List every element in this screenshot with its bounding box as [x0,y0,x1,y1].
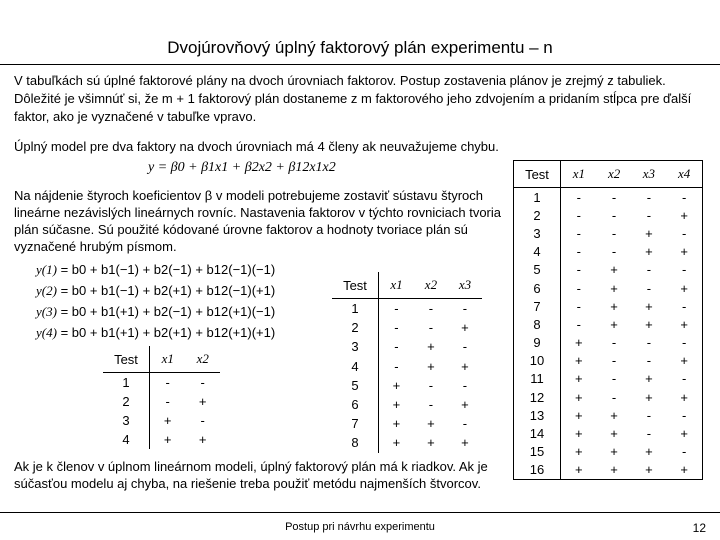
factor-column-header: x2 [185,346,220,373]
table-header-row [514,161,703,188]
factor-level-cell: - [394,358,399,374]
table-row [514,243,703,261]
table-row [514,406,703,424]
factor-level-cell: - [165,394,170,409]
page-number: 12 [692,521,706,535]
test-number-cell: 4 [514,243,561,261]
factor-level-cell: + [610,262,618,278]
factor-level-cell: - [462,416,468,432]
table-row [514,370,703,388]
factor-level-cell: + [427,416,435,432]
factor-level-cell: + [680,207,688,223]
table-row [332,376,482,395]
factor-level-cell: + [680,244,688,260]
test-number-cell: 14 [514,424,561,442]
table-row [514,224,703,242]
table-row [332,395,482,414]
factor-level-cell: + [575,426,583,442]
factor-level-cell: + [392,397,401,413]
factor-level-cell: + [610,280,618,296]
factor-level-cell: - [428,301,434,317]
factor-level-cell: - [576,189,582,205]
four-factor-plan-table [513,160,703,480]
factor-column-header: x1 [150,346,186,373]
page-title: Dvojúrovňový úplný faktorový plán experimentu – n [167,38,553,57]
equation-row [36,304,275,320]
test-number-cell: 5 [332,376,379,395]
test-number-cell: 6 [514,279,561,297]
factor-level-cell: + [427,435,435,451]
equation-rhs: = b0 + b1(−1) + b2(+1) + b12(−1)(+1) [60,283,276,298]
factor-level-cell: + [645,444,653,460]
factor-level-cell: - [576,207,582,223]
factor-level-cell: + [645,462,653,478]
test-number-cell: 6 [332,395,379,414]
table-header-row [103,346,220,373]
factor-level-cell: + [680,353,688,369]
factor-level-cell: + [461,320,469,336]
footer-divider [0,512,720,513]
factor-level-cell: - [681,371,687,387]
table-row [332,299,482,319]
factor-level-cell: - [611,335,617,351]
table-row [514,188,703,207]
table-row [103,392,220,411]
test-column-header: Test [332,272,379,299]
factor-level-cell: + [610,298,618,314]
table-row [514,352,703,370]
factor-level-cell: + [610,462,618,478]
factor-level-cell: - [646,189,652,205]
factor-level-cell: - [428,377,434,393]
factor-level-cell: - [681,298,687,314]
table-row [514,334,703,352]
equation-rhs: = b0 + b1(+1) + b2(−1) + b12(+1)(−1) [60,304,276,319]
factor-level-cell: + [461,435,469,451]
equation-rhs: = b0 + b1(+1) + b2(+1) + b12(+1)(+1) [60,325,276,340]
factor-level-cell: - [646,207,652,223]
test-number-cell: 7 [514,297,561,315]
table-row [514,461,703,480]
factor-level-cell: - [646,335,652,351]
factor-level-cell: + [392,416,401,432]
equation-rhs: = b0 + b1(−1) + b2(−1) + b12(−1)(−1) [60,262,276,277]
test-number-cell: 4 [103,430,150,449]
test-number-cell: 5 [514,261,561,279]
factor-level-cell: + [575,335,583,351]
test-number-cell: 16 [514,461,561,480]
factor-level-cell: - [576,280,582,296]
factor-level-cell: + [610,426,618,442]
factor-level-cell: + [645,244,653,260]
factor-level-cell: + [198,432,207,447]
factor-level-cell: - [462,339,468,355]
test-number-cell: 3 [332,337,379,356]
test-number-cell: 1 [514,188,561,207]
factor-level-cell: + [575,462,583,478]
test-number-cell: 4 [332,357,379,376]
table-header-row [332,272,482,299]
test-number-cell: 2 [332,318,379,337]
table-row [514,424,703,442]
factor-column-header: x2 [414,272,448,299]
factor-level-cell: - [646,407,652,423]
factor-level-cell: + [645,371,653,387]
factor-level-cell: - [576,316,582,332]
table-row [514,206,703,224]
test-column-header: Test [103,346,150,373]
factor-level-cell: - [611,371,617,387]
factor-level-cell: + [198,394,207,409]
factor-level-cell: - [646,262,652,278]
factor-level-cell: + [645,225,653,241]
intro-paragraph: V tabuľkách sú úplné faktorové plány na dvoch úrovniach faktorov. Postup zostavenia plánov je zrejmý z tabuliek. Dôležité je všimnúť si, že m + 1 faktorový plán dostaneme z m faktorového jeho zdvojením a pridaním stĺpca pre ďalší faktor, ako je vyznačené v tabuľke vpravo. [14,73,692,124]
test-number-cell: 8 [514,315,561,333]
test-number-cell: 1 [103,373,150,393]
table-row [514,279,703,297]
factor-level-cell: - [394,339,399,355]
table-row [514,443,703,461]
table-row [103,373,220,393]
equation-lhs: y(4) [36,325,57,340]
equation-lhs: y(2) [36,283,57,298]
factor-level-cell: + [645,389,653,405]
equation-row [36,283,275,299]
test-number-cell: 12 [514,388,561,406]
table-row [332,433,482,452]
footer-text: Postup pri návrhu experimentu [285,521,435,533]
factor-level-cell: + [680,316,688,332]
test-number-cell: 9 [514,334,561,352]
factor-level-cell: - [394,320,399,336]
factor-level-cell: - [576,244,582,260]
title-divider [0,64,720,65]
test-number-cell: 7 [332,414,379,433]
table-row [332,357,482,376]
test-number-cell: 15 [514,443,561,461]
factor-level-cell: + [427,339,435,355]
factor-level-cell: - [462,301,468,317]
factor-level-cell: - [611,225,617,241]
test-number-cell: 13 [514,406,561,424]
factor-level-cell: + [680,280,688,296]
factor-level-cell: + [461,397,469,413]
factor-level-cell: + [610,316,618,332]
table-row [514,261,703,279]
estimation-paragraph: Na nájdenie štyroch koeficientov β v modeli potrebujeme zostaviť sústavu štyroch lineárne nezávislých lineárnych rovníc. Nastavenia faktorov v týchto rovniciach tvoria plán súčasne. Sú použité kódované úrovne faktorov a hodnoty tvoriace plán sú vyznačené hrubým písmom. [14,188,502,254]
factor-level-cell: - [611,389,617,405]
factor-level-cell: - [681,189,687,205]
factor-level-cell: - [200,375,205,390]
test-number-cell: 2 [514,206,561,224]
factor-level-cell: - [611,189,617,205]
factor-column-header: x1 [561,161,597,188]
test-number-cell: 8 [332,433,379,452]
factor-level-cell: - [611,244,617,260]
factor-level-cell: + [461,358,469,374]
model-equation: y = β0 + β1x1 + β2x2 + β12x1x2 [148,160,336,175]
factor-level-cell: + [680,462,688,478]
model-paragraph: Úplný model pre dva faktory na dvoch úrovniach má 4 členy ak neuvažujeme chybu. [14,139,499,154]
two-factor-plan-table [103,346,220,449]
test-number-cell: 1 [332,299,379,319]
factor-level-cell: - [428,320,434,336]
table-row [332,318,482,337]
factor-level-cell: - [646,280,652,296]
conclusion-paragraph: Ak je k členov v úplnom lineárnom modeli, úplný faktorový plán má k riadkov. Ak je súčasťou modelu aj chyba, na riešenie treba použiť metódu najmenších štvorcov. [14,459,488,491]
factor-level-cell: - [681,407,687,423]
factor-level-cell: - [681,335,687,351]
table-row [332,414,482,433]
table-row [103,430,220,449]
table-row [514,388,703,406]
factor-level-cell: - [200,413,205,428]
test-number-cell: 3 [514,224,561,242]
factor-level-cell: - [428,397,434,413]
factor-level-cell: - [646,426,652,442]
factor-level-cell: + [610,407,618,423]
table-row [103,411,220,430]
factor-level-cell: + [163,432,172,447]
factor-level-cell: + [392,435,401,451]
factor-level-cell: - [681,225,687,241]
table-row [332,337,482,356]
factor-level-cell: + [392,377,401,393]
factor-level-cell: + [680,426,688,442]
factor-level-cell: - [611,353,617,369]
factor-level-cell: + [575,407,583,423]
factor-level-cell: + [680,389,688,405]
factor-level-cell: + [610,444,618,460]
factor-column-header: x4 [666,161,702,188]
test-number-cell: 3 [103,411,150,430]
factor-column-header: x3 [448,272,482,299]
factor-level-cell: - [681,262,687,278]
factor-column-header: x2 [597,161,632,188]
factor-level-cell: - [394,301,399,317]
equation-lhs: y(1) [36,262,57,277]
factor-level-cell: + [575,444,583,460]
factor-level-cell: - [462,377,468,393]
factor-level-cell: + [427,358,435,374]
equation-row [36,262,275,278]
factor-level-cell: - [576,298,582,314]
test-number-cell: 2 [103,392,150,411]
factor-level-cell: + [645,298,653,314]
factor-level-cell: + [575,389,583,405]
equation-lhs: y(3) [36,304,57,319]
factor-level-cell: + [575,353,583,369]
test-number-cell: 11 [514,370,561,388]
three-factor-plan-table [332,272,482,453]
table-row [514,297,703,315]
table-row [514,315,703,333]
factor-column-header: x1 [379,272,414,299]
test-column-header: Test [514,161,561,188]
factor-column-header: x3 [631,161,666,188]
factor-level-cell: + [645,316,653,332]
factor-level-cell: - [165,375,170,390]
equation-row [36,325,275,341]
factor-level-cell: - [576,225,582,241]
factor-level-cell: - [576,262,582,278]
factor-level-cell: - [681,444,687,460]
factor-level-cell: + [163,413,172,428]
factor-level-cell: - [611,207,617,223]
test-number-cell: 10 [514,352,561,370]
factor-level-cell: + [575,371,583,387]
factor-level-cell: - [646,353,652,369]
